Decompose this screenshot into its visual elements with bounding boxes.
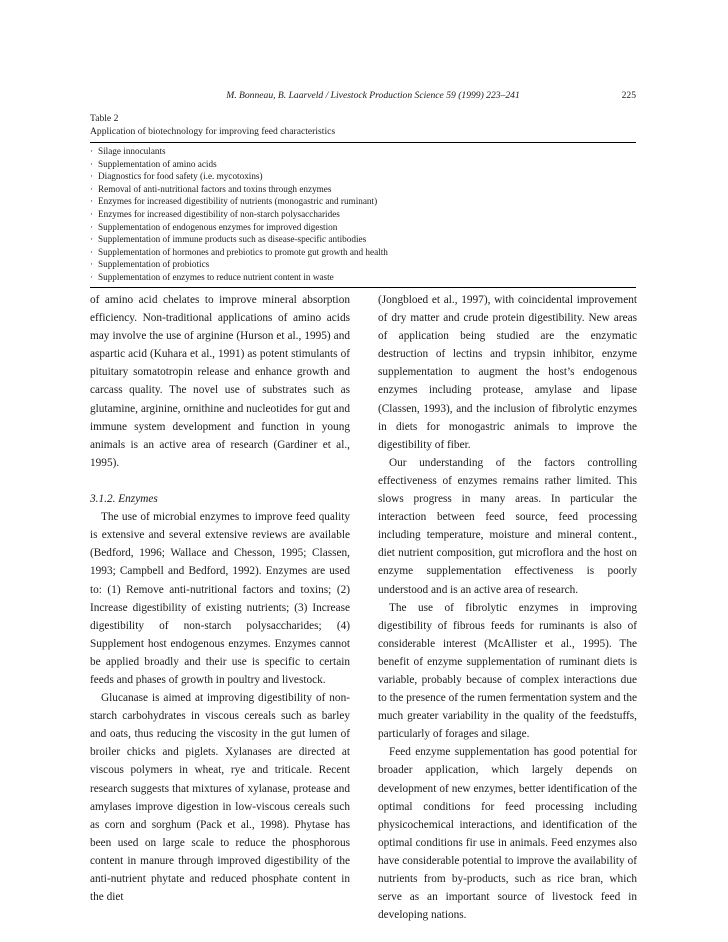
table-item bbox=[90, 271, 636, 284]
paragraph: The use of fibrolytic enzymes in improving digestibility of fibrous feeds for ruminants is also of considerable interest (McAllister et al., 1995). The benefit of enzyme supplementation of ruminant diets is variable, probably because of complex interactions due to the presence of the rumen fermentation system and the much greater variability in the quality of the feedstuffs, particularly of forages and silage. bbox=[378, 601, 637, 741]
table-item-text: Supplementation of immune products such as disease-specific antibodies bbox=[98, 234, 367, 245]
table-item-text: Supplementation of amino acids bbox=[98, 158, 217, 169]
bullet-marker: · bbox=[90, 208, 94, 219]
table-item bbox=[90, 208, 636, 221]
bullet-marker: · bbox=[90, 196, 94, 207]
table-item bbox=[90, 183, 636, 196]
paragraph: Our understanding of the factors controlling effectiveness of enzymes remains rather limited. This slows progress in many areas. In particular the interaction between feed source, feed processing including temperature, moisture and mineral content., diet nutrient composition, gut microflora and the host on enzyme supplementation effectiveness is poorly understood and is an active area of research. bbox=[378, 456, 637, 596]
left-column bbox=[90, 291, 350, 906]
paragraph: The use of microbial enzymes to improve feed quality is extensive and several extensive reviews are available (Bedford, 1996; Wallace and Chesson, 1995; Classen, 1993; Campbell and Bedford, 1992). Enzymes are used to: (1) Remove anti-nutritional factors and toxins; (2) Increase digestibility of existing nutrients; (3) Increase digestibility of non-starch polysaccharides; (4) Supplement host endogenous enzymes. Enzymes cannot be applied broadly and their use is specific to certain feeds and phases of growth in poultry and livestock. bbox=[90, 511, 350, 686]
paragraph: Feed enzyme supplementation has good potential for broader application, which largely depends on development of new enzymes, better identification of the optimal conditions for feed processing including physicochemical interactions, and identification of the optimal conditions fir use in animals. Feed enzymes also have considerable potential to improve the availability of nutrients from by-products, such as rice bran, which serve as an important source of livestock feed in developing nations. bbox=[378, 746, 637, 922]
section-heading: 3.1.2. Enzymes bbox=[90, 493, 158, 506]
table-item-text: Enzymes for increased digestibility of nutrients (monogastric and ruminant) bbox=[98, 196, 378, 207]
table-item-list bbox=[90, 143, 636, 284]
table-item-text: Supplementation of probiotics bbox=[98, 259, 210, 270]
bullet-marker: · bbox=[90, 183, 94, 194]
table-item bbox=[90, 158, 636, 171]
paragraph: Glucanase is aimed at improving digestibility of non-starch carbohydrates in viscous cereals such as barley and oats, thus reducing the viscosity in the gut lumen of broiler chicks and piglets. Xylanases are directed at viscous polymers in wheat, rye and triticale. Recent research suggests that mixtures of xylanase, protease and amylases improve digestion in low-viscous cereals such as corn and sorghum (Pack et al., 1998). Phytase has been used on large scale to reduce the phosphorous content in manure through improved digestibility of the anti-nutrient phytate and reduced phosphate content in the diet bbox=[90, 692, 350, 904]
bullet-marker: · bbox=[90, 271, 94, 282]
table-item-text: Supplementation of hormones and prebiotics to promote gut growth and health bbox=[98, 246, 388, 257]
table-bottom-rule bbox=[90, 287, 636, 288]
journal-citation: M. Bonneau, B. Laarveld / Livestock Production Science 59 (1999) 223–241 bbox=[226, 90, 520, 101]
bullet-marker: · bbox=[90, 146, 94, 156]
table-label: Table 2 bbox=[90, 113, 119, 124]
bullet-marker: · bbox=[90, 158, 94, 169]
table-item-text: Supplementation of endogenous enzymes for improved digestion bbox=[98, 221, 338, 232]
table-caption: Application of biotechnology for improving feed characteristics bbox=[90, 126, 336, 137]
paragraph: of amino acid chelates to improve mineral absorption efficiency. Non-traditional applications of amino acids may involve the use of arginine (Hurson et al., 1995) and aspartic acid (Kuhara et al., 1991) as potent stimulants of pituitary somatotropin release and enhance growth and carcass quality. The novel use of substrates such as glutamine, arginine, ornithine and nucleotides for gut and immune system development and function in young animals is an active area of research (Gardiner et al., 1995). bbox=[90, 294, 350, 469]
table-item bbox=[90, 246, 636, 259]
bullet-marker: · bbox=[90, 234, 94, 245]
table-item-text: Enzymes for increased digestibility of non-starch polysaccharides bbox=[98, 208, 340, 219]
page-number: 225 bbox=[621, 90, 636, 101]
table-item-text: Removal of anti-nutritional factors and toxins through enzymes bbox=[98, 183, 332, 194]
table-item bbox=[90, 233, 636, 246]
paragraph: (Jongbloed et al., 1997), with coincidental improvement of dry matter and crude protein digestibility. New areas of application being studied are the enzymatic destruction of lectins and trypsin inhibitor, enzyme supplementation to augment the host’s endogenous enzymes including protease, amylase and lipase (Classen, 1993), and the inclusion of fibrolytic enzymes in diets for monogastric animals to improve the digestibility of fiber. bbox=[378, 294, 637, 451]
table-2 bbox=[90, 112, 636, 288]
table-item-text: Diagnostics for food safety (i.e. mycotoxins) bbox=[98, 171, 263, 182]
bullet-marker: · bbox=[90, 171, 94, 182]
table-item bbox=[90, 170, 636, 183]
table-item bbox=[90, 195, 636, 208]
bullet-marker: · bbox=[90, 246, 94, 257]
table-item-text: Silage innoculants bbox=[98, 146, 166, 156]
table-item bbox=[90, 221, 636, 234]
table-item-text: Supplementation of enzymes to reduce nutrient content in waste bbox=[98, 271, 334, 282]
table-item bbox=[90, 258, 636, 271]
bullet-marker: · bbox=[90, 221, 94, 232]
bullet-marker: · bbox=[90, 259, 94, 270]
running-head bbox=[90, 89, 636, 103]
table-item bbox=[90, 145, 636, 158]
right-column bbox=[378, 291, 637, 924]
